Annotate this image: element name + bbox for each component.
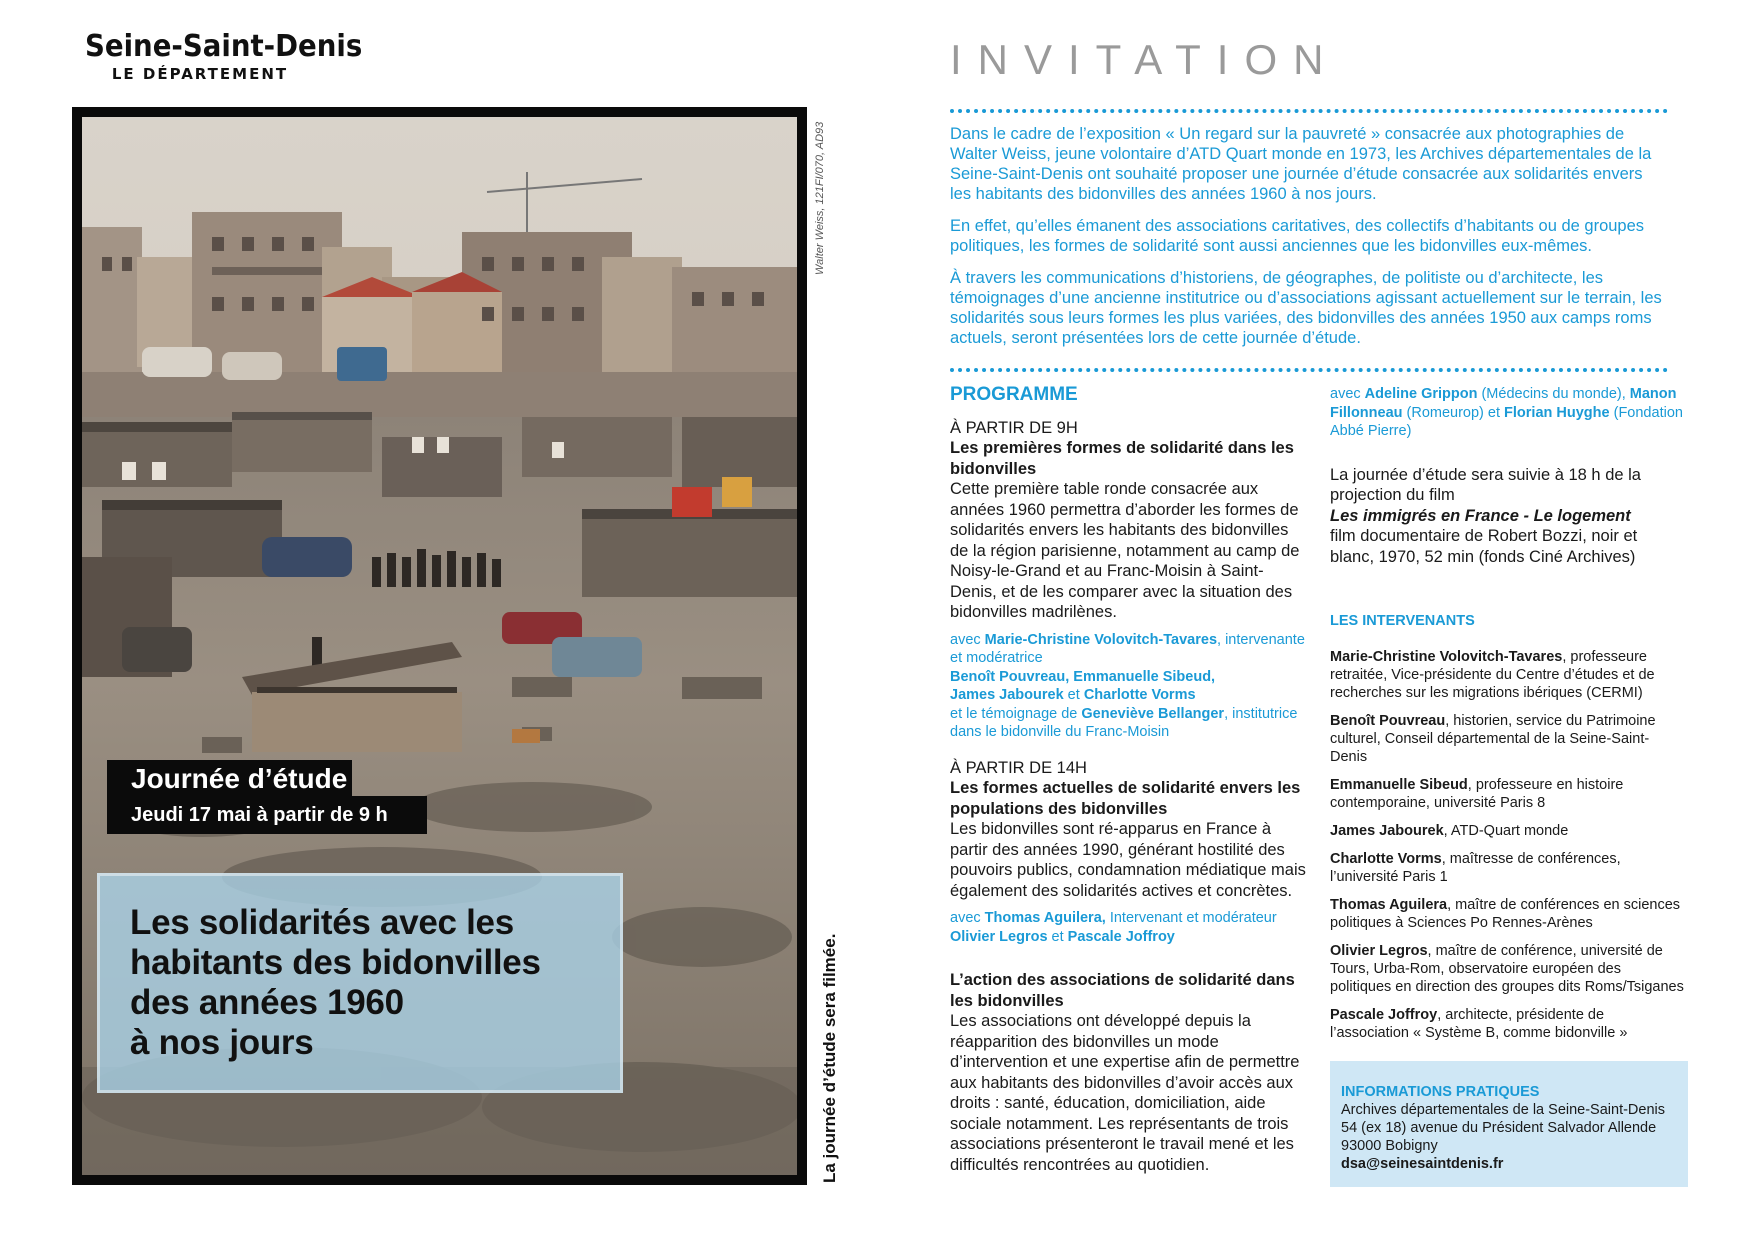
intervenant-item — [1330, 942, 1685, 996]
intervenant-item — [1330, 712, 1685, 766]
intro-text — [950, 124, 1668, 360]
testimony-label: et le témoignage de — [950, 705, 1082, 722]
intervenant-item — [1330, 822, 1685, 840]
film-title: Les immigrés en France - Le logement — [1330, 506, 1631, 525]
speaker-name: Florian Huyghe — [1504, 404, 1610, 421]
session-description: Les associations ont développé depuis la réapparition des bidonvilles un mode d’intervention et une expertise afin de permettre aux habitants des bidonvilles d’avoir accès aux droits : santé, éducation, domiciliation, aide sociale notamment. Les représentants de trois associations présenteront le travail mené et les difficultés rencontrées au quotidien. — [950, 1012, 1300, 1174]
intervenant-name: James Jabourek — [1330, 822, 1444, 839]
session-speakers — [950, 631, 1310, 742]
main-title-line: Les solidarités avec les — [130, 903, 514, 942]
speaker-name: Geneviève Bellanger — [1081, 705, 1225, 722]
session-time: À PARTIR DE 14H — [950, 758, 1087, 777]
session-description: Les bidonvilles sont ré-apparus en France à partir des années 1990, générant hostilité des pouvoirs publics, condamnation médiatique mais également des solidarités actives et concrètes. — [950, 820, 1306, 900]
intervenant-name: Marie-Christine Volovitch-Tavares — [1330, 648, 1563, 665]
intervenants-list — [1330, 648, 1685, 1042]
intervenant-desc: , architecte, présidente de l’association « Système B, comme bidonville » — [1330, 1006, 1628, 1041]
intervenant-desc: , maîtresse de conférences, l’université Paris 1 — [1330, 850, 1621, 885]
info-heading: INFORMATIONS PRATIQUES — [1341, 1084, 1540, 1100]
intervenant-name: Emmanuelle Sibeud — [1330, 776, 1468, 793]
programme-column-2 — [1330, 385, 1685, 1052]
intro-paragraph: Dans le cadre de l’exposition « Un regard sur la pauvreté » consacrée aux photographies de Walter Weiss, jeune volontaire d’ATD Quart monde en 1973, les Archives départementales de la Seine-Saint-Denis ont souhaité proposer une journée d’étude consacrée aux solidarités envers les habitants des bidonvilles des années 1960 à nos jours. — [950, 125, 1652, 203]
session-title: Les formes actuelles de solidarité envers les populations des bidonvilles — [950, 779, 1301, 818]
info-line: 54 (ex 18) avenue du Président Salvador Allende — [1341, 1120, 1657, 1136]
intervenant-desc: , professeure retraitée, Vice-présidente du Centre d’études et de recherches sur les migrations ibériques (CERMI) — [1330, 648, 1655, 701]
intervenant-item — [1330, 1006, 1685, 1042]
speaker-name: Manon Fillonneau — [1330, 386, 1677, 421]
intervenant-desc: , ATD-Quart monde — [1443, 822, 1569, 839]
session-time: À PARTIR DE 9H — [950, 418, 1078, 437]
info-line: Archives départementales de la Seine-Saint-Denis — [1341, 1102, 1666, 1118]
logo-sub-text: LE DÉPARTEMENT — [111, 65, 289, 83]
speaker-names: Benoît Pouvreau, Emmanuelle Sibeud, — [950, 668, 1216, 685]
speaker-name: Charlotte Vorms — [1083, 687, 1196, 703]
speaker-role: , institutrice dans le bidonville du Franc-Moisin — [950, 705, 1298, 740]
speaker-name: Adeline Grippon — [1364, 386, 1478, 402]
intervenant-desc: , professeure en histoire contemporaine, université Paris 8 — [1330, 776, 1624, 811]
event-date-label: Jeudi 17 mai à partir de 9 h — [107, 796, 427, 834]
intervenant-desc: , maître de conférences en sciences politiques à Sciences Po Rennes-Arènes — [1330, 896, 1681, 931]
intervenant-name: Benoît Pouvreau — [1330, 712, 1446, 729]
main-title-line: des années 1960 — [130, 983, 404, 1022]
intervenant-desc: , maître de conférence, université de Tours, Urba-Rom, observatoire européen des politiques en direction des groupes dits Roms/Tsiganes — [1330, 942, 1684, 995]
speaker-name: James Jabourek — [950, 687, 1064, 703]
logo-main-text: Seine-Saint-Denis — [85, 29, 363, 64]
intervenant-name: Thomas Aguilera — [1330, 896, 1448, 913]
intervenant-name: Pascale Joffroy — [1330, 1006, 1438, 1023]
event-type-label: Journée d’étude — [107, 760, 352, 798]
avec-label: avec — [950, 910, 985, 926]
speaker-name: Olivier Legros — [950, 928, 1048, 945]
speaker-org: (Romeurop) et — [1402, 404, 1505, 421]
session-speakers — [950, 909, 1310, 946]
intervenant-item — [1330, 850, 1685, 886]
speaker-org: (Médecins du monde), — [1477, 386, 1630, 402]
association-speakers — [1330, 385, 1685, 441]
intervenant-name: Olivier Legros — [1330, 942, 1428, 959]
and-label: et — [1047, 928, 1068, 945]
dotted-divider — [950, 109, 1668, 113]
speaker-name: Pascale Joffroy — [1067, 928, 1175, 945]
speaker-org: (Fondation Abbé Pierre) — [1330, 404, 1683, 439]
intervenant-item — [1330, 648, 1685, 702]
intervenant-item — [1330, 776, 1685, 812]
and-label: et — [1063, 687, 1084, 703]
main-title-box — [97, 873, 623, 1093]
filmed-notice: La journée d’étude sera filmée. — [820, 933, 839, 1183]
department-logo — [75, 29, 363, 83]
session-title: Les premières formes de solidarité dans les bidonvilles — [950, 439, 1294, 478]
session-title: L’action des associations de solidarité dans les bidonvilles — [950, 971, 1295, 1010]
email-link[interactable]: dsa@seinesaintdenis.fr — [1341, 1156, 1504, 1172]
photo-credit: Walter Weiss, 121FI/070, AD93 — [814, 121, 826, 275]
programme-column-1 — [950, 385, 1310, 1175]
intro-paragraph: En effet, qu’elles émanent des associations caritatives, des collectifs d’habitants ou de groupes politiques, les formes de solidarité sont aussi anciennes que les bidonvilles eux-mêmes. — [950, 217, 1645, 255]
avec-label: avec — [1330, 386, 1365, 402]
programme-heading: PROGRAMME — [950, 384, 1078, 405]
intervenant-item — [1330, 896, 1685, 932]
main-title-line: à nos jours — [130, 1023, 314, 1062]
main-title-line: habitants des bidonvilles — [130, 943, 541, 982]
info-line: 93000 Bobigny — [1341, 1138, 1438, 1154]
intervenant-desc: , historien, service du Patrimoine culturel, Conseil départemental de la Seine-Saint-Denis — [1330, 712, 1656, 765]
intervenants-heading: LES INTERVENANTS — [1330, 613, 1475, 629]
session-description: Cette première table ronde consacrée aux années 1960 permettra d’aborder les formes de solidarités envers les habitants des bidonvilles de la région parisienne, notamment au camp de Noisy-le-Grand et au Franc-Moisin à Saint-Denis, et de les comparer avec la situation des bidonvilles madrilènes. — [950, 480, 1300, 621]
film-intro: La journée d’étude sera suivie à 18 h de la projection du film — [1330, 465, 1641, 504]
speaker-role: , intervenante et modératrice — [950, 631, 1305, 666]
practical-info-box — [1330, 1061, 1688, 1187]
speaker-name: Marie-Christine Volovitch-Tavares — [984, 631, 1218, 648]
speaker-role: Intervenant et modérateur — [1105, 910, 1277, 926]
intro-paragraph: À travers les communications d’historiens, de géographes, de politiste ou d’architecte, les témoignages d’une ancienne institutrice ou d’associations agissant actuellement sur le terrain, les solidarités sous leurs formes les plus variées, des bidonvilles des années 1950 aux camps roms actuels, seront présentées lors de cette journée d’étude. — [950, 269, 1662, 347]
film-details: film documentaire de Robert Bozzi, noir et blanc, 1970, 52 min (fonds Ciné Archives) — [1330, 527, 1638, 566]
speaker-name: Thomas Aguilera, — [984, 910, 1106, 926]
intervenant-name: Charlotte Vorms — [1330, 850, 1442, 867]
invitation-title: INVITATION — [950, 36, 1340, 83]
avec-label: avec — [950, 631, 985, 648]
dotted-divider — [950, 368, 1668, 372]
